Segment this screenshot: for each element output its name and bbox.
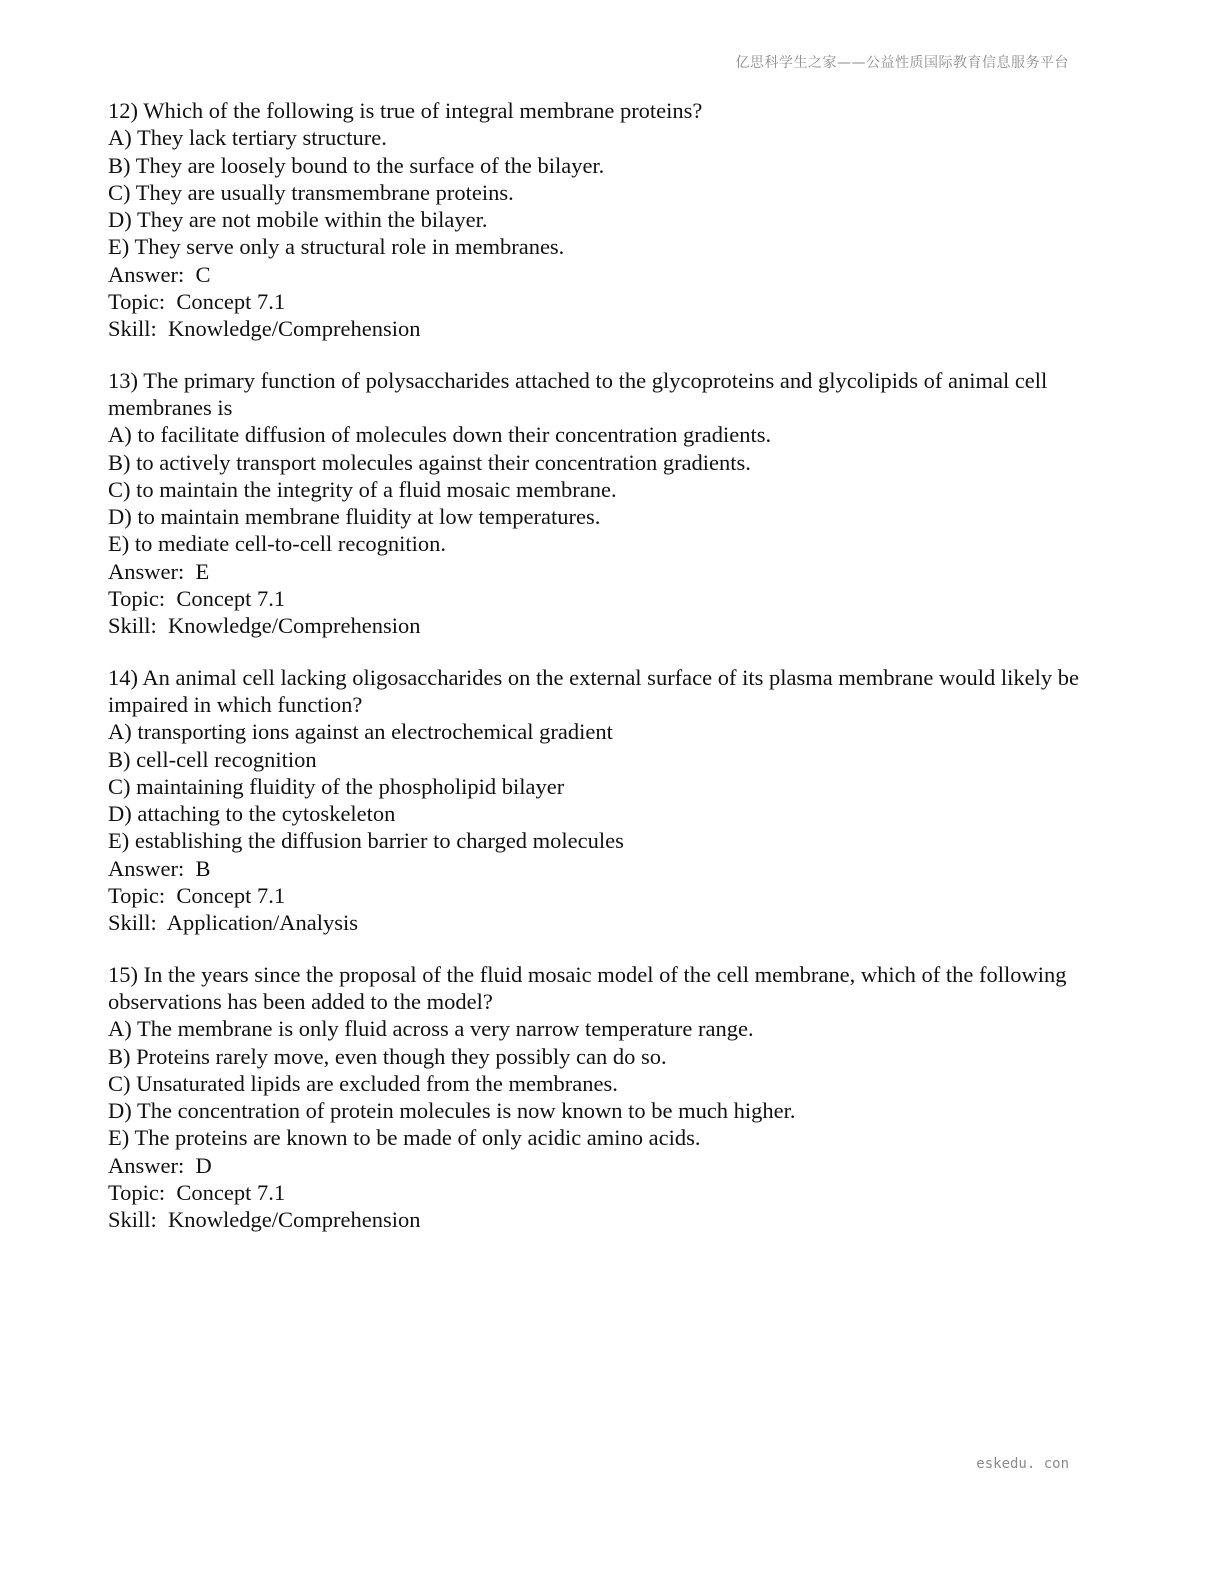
- option-d: D) attaching to the cytoskeleton: [108, 801, 396, 827]
- question-15: [108, 961, 1118, 1234]
- question-14: [108, 664, 1118, 937]
- option-e: E) The proteins are known to be made of only acidic amino acids.: [108, 1125, 701, 1151]
- option-b: B) to actively transport molecules against their concentration gradients.: [108, 449, 751, 475]
- answer-line: Answer: E: [108, 558, 210, 584]
- topic-line: Topic: Concept 7.1: [108, 586, 286, 612]
- question-stem: 12) Which of the following is true of integral membrane proteins?: [108, 98, 703, 123]
- question-stem: 15) In the years since the proposal of the fluid mosaic model of the cell membrane, which of the following observations has been added to the model?: [108, 961, 1073, 1014]
- option-d: D) The concentration of protein molecules is now known to be much higher.: [108, 1098, 796, 1124]
- skill-line: Skill: Knowledge/Comprehension: [108, 316, 421, 342]
- answer-line: Answer: D: [108, 1152, 212, 1178]
- option-a: A) The membrane is only fluid across a very narrow temperature range.: [108, 1016, 754, 1042]
- option-a: A) to facilitate diffusion of molecules down their concentration gradients.: [108, 422, 772, 448]
- question-13: [108, 367, 1118, 640]
- question-12: [108, 97, 1118, 343]
- question-stem: 13) The primary function of polysaccharides attached to the glycoproteins and glycolipids of animal cell membranes is: [108, 367, 1053, 420]
- skill-line: Skill: Knowledge/Comprehension: [108, 1207, 421, 1233]
- answer-line: Answer: B: [108, 855, 211, 881]
- option-c: C) They are usually transmembrane proteins.: [108, 179, 514, 205]
- option-e: E) They serve only a structural role in membranes.: [108, 234, 565, 260]
- option-c: C) to maintain the integrity of a fluid mosaic membrane.: [108, 476, 617, 502]
- option-b: B) Proteins rarely move, even though they possibly can do so.: [108, 1043, 667, 1069]
- option-a: A) They lack tertiary structure.: [108, 125, 387, 151]
- option-e: E) to mediate cell-to-cell recognition.: [108, 531, 446, 557]
- option-d: D) to maintain membrane fluidity at low temperatures.: [108, 504, 601, 530]
- footer-site: eskedu. con: [976, 1456, 1069, 1472]
- topic-line: Topic: Concept 7.1: [108, 289, 286, 315]
- skill-line: Skill: Knowledge/Comprehension: [108, 613, 421, 639]
- header-watermark: 亿思科学生之家——公益性质国际教育信息服务平台: [735, 55, 1069, 71]
- option-c: C) maintaining fluidity of the phospholipid bilayer: [108, 773, 565, 799]
- option-b: B) They are loosely bound to the surface of the bilayer.: [108, 152, 605, 178]
- question-stem: 14) An animal cell lacking oligosaccharides on the external surface of its plasma membrane would likely be impaired in which function?: [108, 664, 1085, 717]
- option-c: C) Unsaturated lipids are excluded from the membranes.: [108, 1070, 618, 1096]
- topic-line: Topic: Concept 7.1: [108, 1179, 286, 1205]
- question-list: [108, 97, 1118, 1258]
- answer-line: Answer: C: [108, 261, 211, 287]
- option-e: E) establishing the diffusion barrier to charged molecules: [108, 828, 624, 854]
- option-d: D) They are not mobile within the bilayer.: [108, 207, 488, 233]
- option-a: A) transporting ions against an electrochemical gradient: [108, 719, 613, 745]
- skill-line: Skill: Application/Analysis: [108, 910, 359, 936]
- topic-line: Topic: Concept 7.1: [108, 883, 286, 909]
- option-b: B) cell-cell recognition: [108, 746, 317, 772]
